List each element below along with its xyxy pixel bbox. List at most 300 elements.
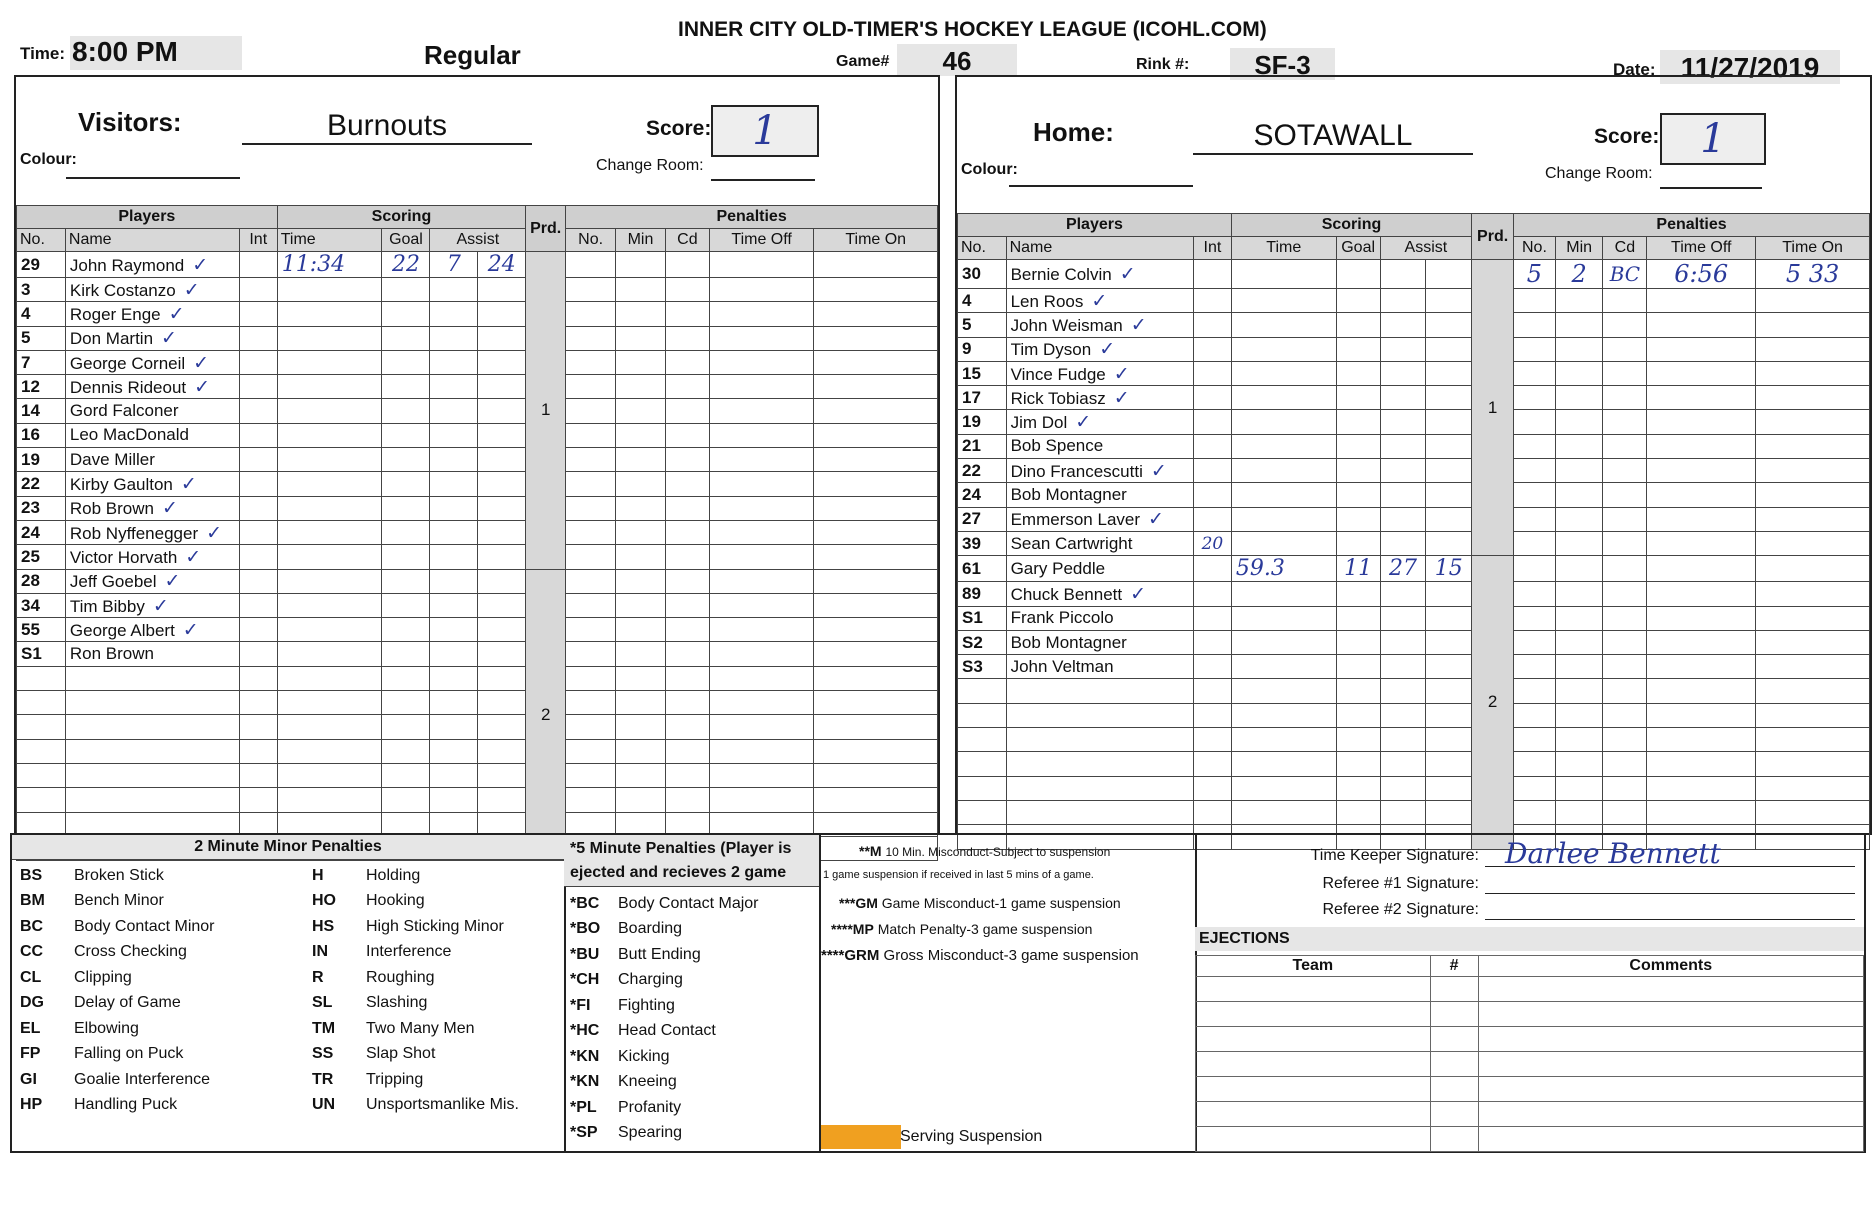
table-row <box>958 483 1870 507</box>
table-row <box>958 582 1870 606</box>
legend-item <box>566 917 763 943</box>
goal-scorer <box>382 642 430 666</box>
assist-2 <box>478 302 526 326</box>
player-name <box>65 545 239 569</box>
table-row <box>958 410 1870 434</box>
goal-scorer <box>1336 313 1380 337</box>
penalty-time-on <box>1756 459 1870 483</box>
table-row <box>958 800 1870 824</box>
home-panel <box>955 75 1872 835</box>
penalty-description: Slashing <box>366 994 428 1012</box>
penalty-code <box>665 520 709 544</box>
penalty-time-off <box>709 691 814 715</box>
penalty-code <box>665 423 709 447</box>
ejection-comment-cell[interactable] <box>1478 977 1863 1002</box>
penalty-time-off <box>709 666 814 690</box>
player-name <box>1006 556 1193 582</box>
period-2-label: 2 <box>1472 556 1514 849</box>
penalty-player-number <box>566 618 616 642</box>
player-number <box>17 788 66 812</box>
attendance-check-icon: ✓ <box>183 278 200 301</box>
penalty-time-off <box>1647 289 1756 313</box>
penalty-code <box>665 739 709 763</box>
penalty-description: Delay of Game <box>74 994 181 1012</box>
misc-m-code: **M <box>859 843 882 859</box>
assist-2: 24 <box>478 252 526 278</box>
goal-time <box>1231 361 1336 385</box>
attendance-check-icon: ✓ <box>185 545 202 568</box>
table-row <box>17 520 938 544</box>
assist-2 <box>478 569 526 593</box>
penalty-time-off <box>709 423 814 447</box>
penalty-code: GI <box>20 1070 37 1088</box>
goal-scorer <box>382 593 430 617</box>
penalty-code <box>1603 630 1647 654</box>
penalty-time-on <box>1756 582 1870 606</box>
assist-1 <box>430 302 478 326</box>
penalty-time-off <box>709 399 814 423</box>
goal-scorer <box>1336 630 1380 654</box>
player-int <box>1194 703 1232 727</box>
penalty-player-number <box>1514 556 1556 582</box>
penalty-code <box>665 593 709 617</box>
player-name <box>65 763 239 787</box>
player-name <box>65 666 239 690</box>
player-int <box>239 763 277 787</box>
goal-time <box>1231 703 1336 727</box>
player-name <box>1006 361 1193 385</box>
legend-item <box>308 991 523 1017</box>
penalty-time-on <box>1756 556 1870 582</box>
penalty-player-number <box>566 399 616 423</box>
penalty-code: HS <box>312 917 335 935</box>
player-name <box>1006 260 1193 289</box>
penalty-code <box>1603 679 1647 703</box>
penalty-code <box>1603 434 1647 458</box>
serving-suspension-label: Serving Suspension <box>900 1128 1043 1145</box>
referee1-signature-line[interactable] <box>1485 893 1855 894</box>
referee2-signature-line[interactable] <box>1485 919 1855 920</box>
goal-scorer <box>382 520 430 544</box>
legend-item <box>16 940 219 966</box>
assist-1 <box>430 618 478 642</box>
penalty-time-off <box>709 278 814 302</box>
player-name <box>65 739 239 763</box>
ejection-number-cell[interactable] <box>1430 1077 1478 1102</box>
table-row <box>1196 1002 1864 1027</box>
home-change-room-line <box>1660 187 1762 189</box>
table-row <box>958 728 1870 752</box>
ejection-number-cell[interactable] <box>1430 977 1478 1002</box>
assist-1 <box>1380 483 1426 507</box>
assist-2 <box>478 691 526 715</box>
table-row <box>17 399 938 423</box>
player-name-text: Rob Nyffenegger <box>69 523 199 543</box>
legend-item <box>308 914 523 940</box>
penalty-time-off <box>709 763 814 787</box>
penalty-code <box>1603 361 1647 385</box>
goal-time <box>277 350 382 374</box>
penalty-player-number <box>566 763 616 787</box>
penalty-code: TR <box>312 1070 334 1088</box>
penalty-code: *BC <box>570 894 600 912</box>
player-number: 21 <box>958 434 1007 458</box>
table-row <box>17 278 938 302</box>
assist-2 <box>478 326 526 350</box>
player-int <box>1194 337 1232 361</box>
attendance-check-icon: ✓ <box>194 375 211 398</box>
assist-2 <box>1426 260 1472 289</box>
ejection-team-cell[interactable] <box>1196 1002 1431 1027</box>
penalty-description: High Sticking Minor <box>366 917 504 935</box>
referee1-label: Referee #1 Signature: <box>1322 875 1479 892</box>
penalty-time-on <box>1756 361 1870 385</box>
penalty-description: Kicking <box>618 1047 670 1065</box>
penalty-time-on <box>814 666 938 690</box>
player-name <box>1006 752 1193 776</box>
visitors-score-label: Score: <box>646 117 712 140</box>
home-team-name: SOTAWALL <box>1193 119 1473 155</box>
penalty-code <box>665 399 709 423</box>
penalty-player-number <box>566 472 616 496</box>
player-int <box>239 642 277 666</box>
penalty-description: Bench Minor <box>74 892 164 910</box>
major-table <box>566 891 763 1146</box>
attendance-check-icon: ✓ <box>152 594 169 617</box>
goal-time <box>1231 289 1336 313</box>
player-name <box>65 399 239 423</box>
ejection-team-cell[interactable] <box>1196 1127 1431 1152</box>
col-time: Time <box>1231 237 1336 260</box>
penalty-minutes <box>616 666 666 690</box>
penalty-code <box>1603 800 1647 824</box>
col-time-off: Time Off <box>709 229 814 252</box>
penalty-description: Falling on Puck <box>74 1045 184 1063</box>
penalty-time-on <box>814 691 938 715</box>
assist-2 <box>1426 703 1472 727</box>
ejection-number-cell[interactable] <box>1430 1027 1478 1052</box>
goal-time <box>1231 776 1336 800</box>
home-grid <box>957 213 1870 850</box>
ejection-team-cell[interactable] <box>1196 977 1431 1002</box>
penalty-minutes <box>1555 386 1603 410</box>
penalty-code <box>665 788 709 812</box>
period-2-label: 2 <box>526 569 566 861</box>
penalty-minutes <box>1555 361 1603 385</box>
player-name-text: Vince Fudge <box>1010 364 1106 384</box>
assist-2 <box>478 763 526 787</box>
penalty-description: Butt Ending <box>618 945 701 963</box>
penalty-minutes <box>616 569 666 593</box>
ejection-comment-cell[interactable] <box>1478 1002 1863 1027</box>
penalty-player-number <box>1514 531 1556 555</box>
assist-2 <box>1426 679 1472 703</box>
assist-1 <box>430 545 478 569</box>
penalty-time-off <box>1647 386 1756 410</box>
player-int <box>239 739 277 763</box>
goal-scorer <box>382 715 430 739</box>
penalty-code <box>665 763 709 787</box>
penalty-code: R <box>312 968 324 986</box>
player-name <box>65 350 239 374</box>
col-assist: Assist <box>1380 237 1472 260</box>
visitors-colour-line <box>66 177 240 179</box>
table-row <box>958 703 1870 727</box>
player-name <box>1006 728 1193 752</box>
table-row <box>17 763 938 787</box>
misc-gm-desc: Game Misconduct-1 game suspension <box>881 895 1121 911</box>
player-number: 9 <box>958 337 1007 361</box>
assist-1 <box>430 642 478 666</box>
player-int <box>239 302 277 326</box>
penalty-description: Elbowing <box>74 1019 139 1037</box>
goal-scorer <box>382 788 430 812</box>
penalty-description: Two Many Men <box>366 1019 475 1037</box>
penalty-player-number <box>1514 313 1556 337</box>
legend-item <box>16 965 219 991</box>
player-int <box>239 715 277 739</box>
penalty-time-on <box>814 326 938 350</box>
penalty-minutes <box>1555 728 1603 752</box>
ejection-comment-cell[interactable] <box>1478 1027 1863 1052</box>
penalty-time-off <box>1647 679 1756 703</box>
ejection-comment-cell[interactable] <box>1478 1127 1863 1152</box>
ejection-team-cell[interactable] <box>1196 1077 1431 1102</box>
assist-1 <box>1380 289 1426 313</box>
player-int <box>1194 507 1232 531</box>
ejection-team-cell[interactable] <box>1196 1102 1431 1127</box>
penalty-time-on <box>1756 752 1870 776</box>
goal-time <box>1231 337 1336 361</box>
penalty-player-number <box>566 448 616 472</box>
goal-scorer <box>382 496 430 520</box>
assist-1 <box>1380 606 1426 630</box>
goal-time <box>1231 313 1336 337</box>
player-int <box>239 666 277 690</box>
table-row <box>17 252 938 278</box>
referee2-label: Referee #2 Signature: <box>1322 901 1479 918</box>
player-number: 22 <box>958 459 1007 483</box>
date-value: 11/27/2019 <box>1660 50 1840 84</box>
assist-1 <box>430 423 478 447</box>
penalty-minutes <box>616 739 666 763</box>
penalty-time-off <box>1647 483 1756 507</box>
penalty-code <box>1603 752 1647 776</box>
penalty-minutes <box>616 350 666 374</box>
penalty-minutes <box>1555 679 1603 703</box>
goal-time <box>277 520 382 544</box>
goal-scorer: 11 <box>1336 556 1380 582</box>
serving-suspension-swatch <box>821 1125 901 1149</box>
penalty-player-number <box>566 788 616 812</box>
penalty-minutes <box>1555 606 1603 630</box>
assist-1 <box>1380 630 1426 654</box>
penalty-minutes <box>1555 800 1603 824</box>
penalty-time-on <box>1756 606 1870 630</box>
legend-item <box>566 1095 763 1121</box>
ejection-number-cell[interactable] <box>1430 1102 1478 1127</box>
goal-scorer <box>382 472 430 496</box>
player-name <box>65 448 239 472</box>
penalty-player-number <box>566 326 616 350</box>
player-name <box>1006 434 1193 458</box>
player-number: 4 <box>958 289 1007 313</box>
penalty-minutes <box>1555 313 1603 337</box>
assist-2 <box>478 618 526 642</box>
player-name-text: Don Martin <box>69 329 154 349</box>
penalty-minutes <box>616 326 666 350</box>
penalty-time-on <box>1756 728 1870 752</box>
goal-scorer <box>382 399 430 423</box>
penalty-time-on <box>814 472 938 496</box>
penalty-code <box>1603 507 1647 531</box>
table-row <box>958 507 1870 531</box>
player-name-text: Leo MacDonald <box>69 425 189 445</box>
ejection-number-cell[interactable] <box>1430 1052 1478 1077</box>
penalty-time-on <box>814 642 938 666</box>
assist-1 <box>1380 679 1426 703</box>
penalty-player-number <box>566 642 616 666</box>
assist-1 <box>430 763 478 787</box>
assist-2 <box>478 496 526 520</box>
penalty-time-off <box>709 545 814 569</box>
penalty-player-number <box>566 666 616 690</box>
player-number: S3 <box>958 655 1007 679</box>
home-change-room-label: Change Room: <box>1545 165 1653 182</box>
penalty-time-off <box>709 252 814 278</box>
player-int <box>239 496 277 520</box>
player-number: 19 <box>17 448 66 472</box>
col-name: Name <box>65 229 239 252</box>
goal-scorer <box>382 278 430 302</box>
penalty-time-on <box>1756 630 1870 654</box>
player-name-text: John Weisman <box>1010 315 1123 335</box>
player-name <box>1006 531 1193 555</box>
player-name <box>1006 703 1193 727</box>
ejection-comment-cell[interactable] <box>1478 1077 1863 1102</box>
assist-2 <box>1426 459 1472 483</box>
time-value: 8:00 PM <box>70 36 242 70</box>
ejection-number-cell[interactable] <box>1430 1127 1478 1152</box>
goal-time <box>277 642 382 666</box>
penalty-time-off <box>1647 507 1756 531</box>
home-score-box: 1 <box>1660 113 1766 165</box>
penalty-time-off <box>709 642 814 666</box>
table-row <box>958 630 1870 654</box>
table-row <box>1196 1127 1864 1152</box>
player-int <box>1194 800 1232 824</box>
ejection-number-cell[interactable] <box>1430 1002 1478 1027</box>
player-number: 16 <box>17 423 66 447</box>
assist-2 <box>478 739 526 763</box>
goal-scorer <box>1336 337 1380 361</box>
ejection-team-cell[interactable] <box>1196 1027 1431 1052</box>
goal-time <box>277 302 382 326</box>
assist-2 <box>478 642 526 666</box>
table-row <box>958 655 1870 679</box>
player-int <box>239 326 277 350</box>
assist-2 <box>478 375 526 399</box>
player-number: 30 <box>958 260 1007 289</box>
assist-2 <box>1426 386 1472 410</box>
penalty-minutes <box>1555 483 1603 507</box>
penalty-time-off <box>1647 752 1756 776</box>
ejections-title: EJECTIONS <box>1195 927 1864 951</box>
penalty-player-number <box>566 302 616 326</box>
goal-time <box>1231 434 1336 458</box>
penalty-description: Body Contact Minor <box>74 917 215 935</box>
goal-time <box>1231 655 1336 679</box>
penalty-time-off <box>1647 776 1756 800</box>
attendance-check-icon: ✓ <box>193 351 210 374</box>
player-name-text: Dave Miller <box>69 449 155 469</box>
major-penalties-title: *5 Minute Penalties (Player is ejected and recieves 2 game <box>564 835 819 887</box>
ejection-comment-cell[interactable] <box>1478 1102 1863 1127</box>
players-header: Players <box>17 206 278 229</box>
visitors-grid <box>16 205 938 861</box>
ejection-comment-cell[interactable] <box>1478 1052 1863 1077</box>
legend-item <box>16 889 219 915</box>
penalty-minutes <box>1555 337 1603 361</box>
penalty-code <box>1603 483 1647 507</box>
player-int <box>1194 679 1232 703</box>
player-number: 39 <box>958 531 1007 555</box>
col-time-off: Time Off <box>1647 237 1756 260</box>
penalty-description: Charging <box>618 971 683 989</box>
player-name <box>65 569 239 593</box>
penalty-player-number <box>1514 655 1556 679</box>
goal-scorer <box>1336 582 1380 606</box>
player-name <box>1006 386 1193 410</box>
misc-m-note: 1 game suspension if received in last 5 mins of a game. <box>823 869 1094 881</box>
penalty-code: SS <box>312 1045 334 1063</box>
legend-item <box>566 942 763 968</box>
player-name-text: Len Roos <box>1010 291 1084 311</box>
ejection-team-cell[interactable] <box>1196 1052 1431 1077</box>
legend-item <box>16 1042 219 1068</box>
table-row <box>958 679 1870 703</box>
assist-1 <box>1380 507 1426 531</box>
penalty-code: BS <box>20 866 43 884</box>
visitors-change-room-label: Change Room: <box>596 157 704 174</box>
assist-2 <box>478 472 526 496</box>
penalty-time-off <box>709 448 814 472</box>
visitors-colour-label: Colour: <box>20 151 77 168</box>
table-row <box>17 496 938 520</box>
penalty-code <box>1603 337 1647 361</box>
player-name-text: Rick Tobiasz <box>1010 388 1106 408</box>
penalty-minutes <box>616 252 666 278</box>
col-time: Time <box>277 229 382 252</box>
goal-time <box>1231 606 1336 630</box>
assist-2 <box>1426 630 1472 654</box>
legend-item <box>566 968 763 994</box>
assist-2 <box>1426 289 1472 313</box>
penalty-time-on <box>814 739 938 763</box>
goal-time <box>277 569 382 593</box>
penalty-code: *HC <box>570 1022 600 1040</box>
assist-1 <box>430 399 478 423</box>
assist-2 <box>478 545 526 569</box>
penalty-description: Boarding <box>618 920 683 938</box>
goal-scorer <box>382 691 430 715</box>
goal-time <box>1231 483 1336 507</box>
penalty-code <box>1603 582 1647 606</box>
player-number <box>17 715 66 739</box>
penalty-time-on <box>1756 679 1870 703</box>
player-number <box>958 800 1007 824</box>
player-name <box>1006 630 1193 654</box>
